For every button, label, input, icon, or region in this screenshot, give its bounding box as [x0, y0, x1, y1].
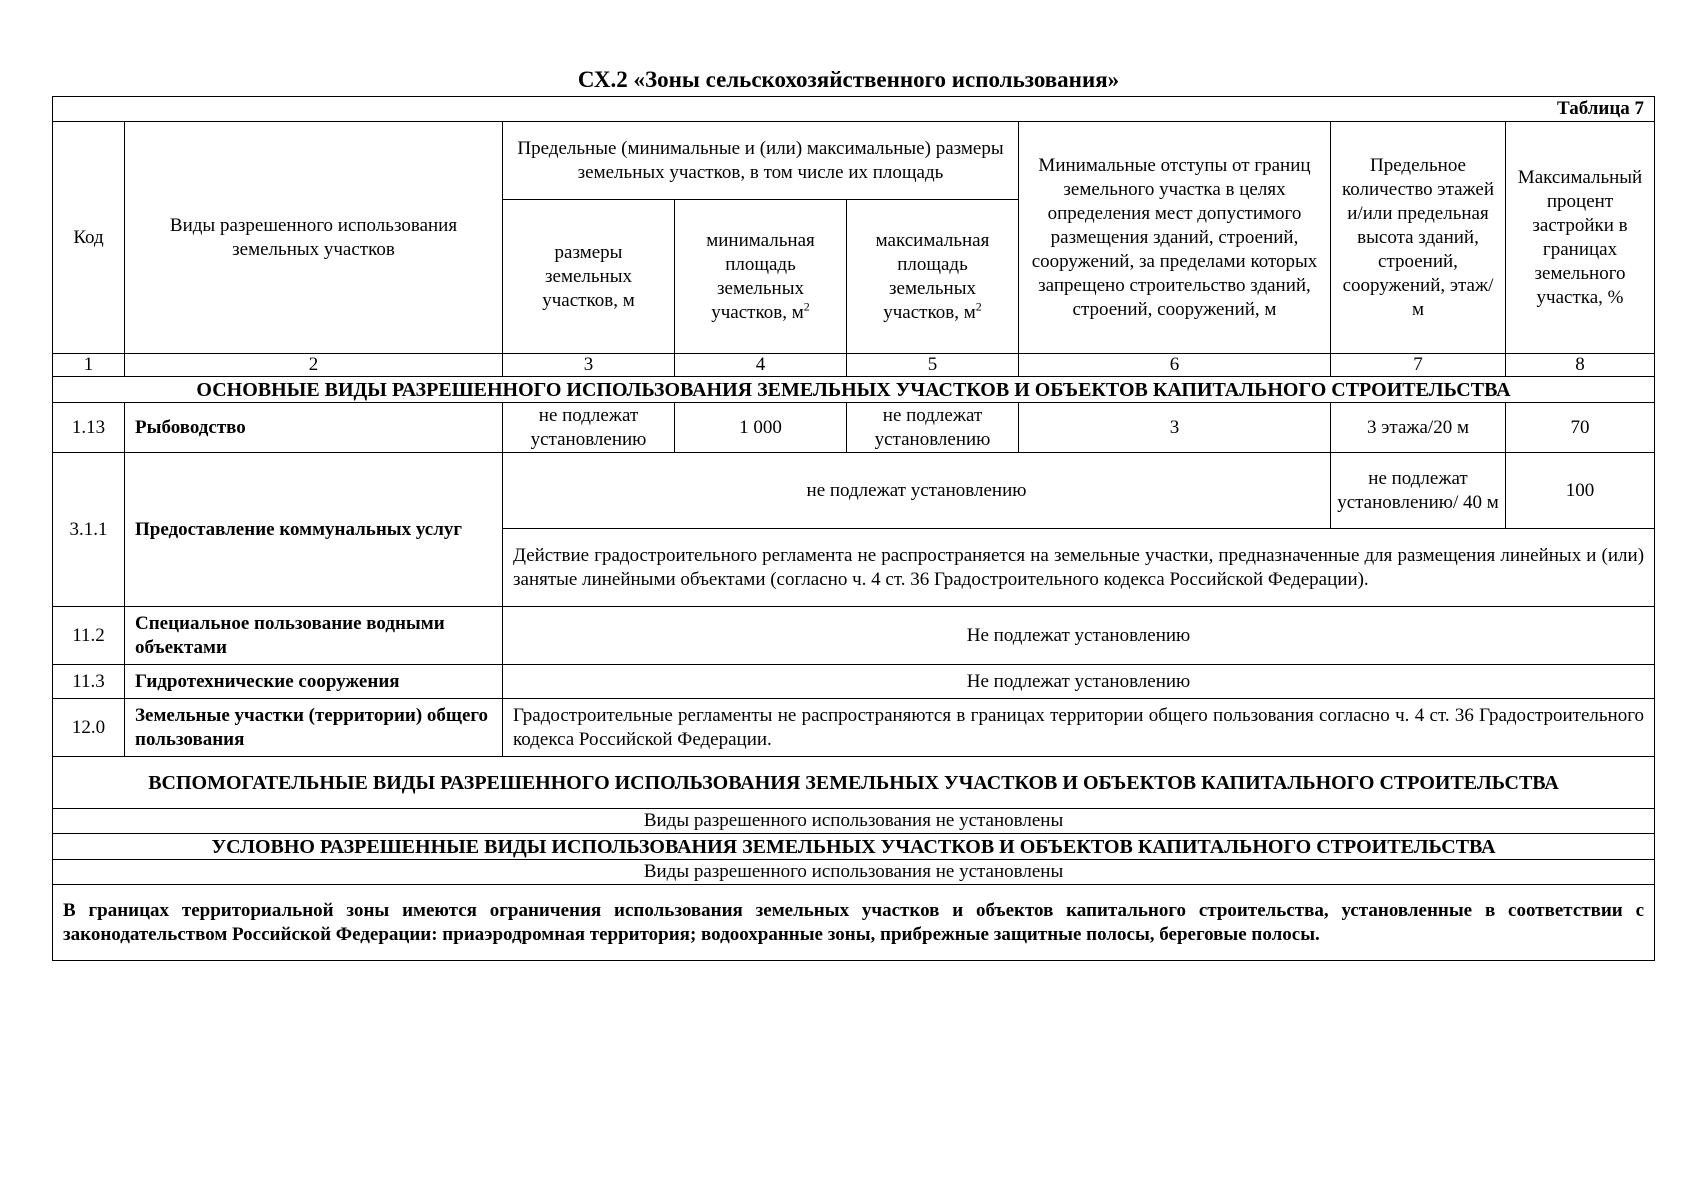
column-number: 7: [1331, 354, 1506, 377]
row-name: Гидротехнические сооружения: [125, 665, 503, 699]
row-code: 12.0: [53, 699, 125, 757]
header-min-area-text: минимальная площадь земельных участков, м: [706, 229, 815, 323]
row-setback: 3: [1019, 403, 1331, 453]
header-max-area-sup: 2: [975, 299, 982, 314]
row-name: Земельные участки (территории) общего пользования: [125, 699, 503, 757]
row-max-area: не подлежат установлению: [847, 403, 1019, 453]
section-auxiliary-note: Виды разрешенного использования не установлены: [53, 809, 1655, 834]
column-number: 3: [503, 354, 675, 377]
row-note: Действие градостроительного регламента не распространяется на земельные участки, предназначенные для размещения линейных и (или) занятые линейными объектами (согласно ч. 4 ст. 36 Градостроительного кодекса Российской Федерации).: [503, 529, 1655, 607]
row-name: Специальное пользование водными объектами: [125, 607, 503, 665]
row-value: Градостроительные регламенты не распространяются в границах территории общего пользования согласно ч. 4 ст. 36 Градостроительного кодекса Российской Федерации.: [503, 699, 1655, 757]
document-title: СХ.2 «Зоны сельскохозяйственного использования»: [577, 67, 1120, 92]
row-code: 11.2: [53, 607, 125, 665]
row-coverage: 70: [1506, 403, 1655, 453]
column-number: 1: [53, 354, 125, 377]
header-min-area: [675, 200, 847, 354]
header-sizes: размеры земельных участков, м: [503, 200, 675, 354]
header-min-area-sup: 2: [803, 299, 810, 314]
column-number: 8: [1506, 354, 1655, 377]
header-coverage: Максимальный процент застройки в границах земельного участка, %: [1506, 122, 1655, 354]
header-max-area-text: максимальная площадь земельных участков, м: [875, 229, 990, 323]
section-conditional-note: Виды разрешенного использования не установлены: [53, 860, 1655, 885]
row-code: 3.1.1: [53, 453, 125, 607]
table-number-label: Таблица 7: [53, 97, 1655, 122]
row-floors: 3 этажа/20 м: [1331, 403, 1506, 453]
restrictions-footnote: В границах территориальной зоны имеются ограничения использования земельных участков и объектов капитального строительства, установленные в соответствии с законодательством Российской Федерации: приаэродромная территория; водоохранные зоны, прибрежные защитные полосы, береговые полосы.: [53, 885, 1655, 961]
row-sizes: не подлежат установлению: [503, 403, 675, 453]
row-value: Не подлежат установлению: [503, 665, 1655, 699]
row-floors: не подлежат установлению/ 40 м: [1331, 453, 1506, 529]
column-number: 2: [125, 354, 503, 377]
column-number: 4: [675, 354, 847, 377]
row-name: Предоставление коммунальных услуг: [125, 453, 503, 607]
row-name: Рыбоводство: [125, 403, 503, 453]
column-number: 5: [847, 354, 1019, 377]
zone-regulations-table: [52, 96, 1655, 961]
row-coverage: 100: [1506, 453, 1655, 529]
section-auxiliary-heading: ВСПОМОГАТЕЛЬНЫЕ ВИДЫ РАЗРЕШЕННОГО ИСПОЛЬЗОВАНИЯ ЗЕМЕЛЬНЫХ УЧАСТКОВ И ОБЪЕКТОВ КАПИТАЛЬНОГО СТРОИТЕЛЬСТВА: [53, 757, 1655, 809]
column-number: 6: [1019, 354, 1331, 377]
section-conditional-heading: УСЛОВНО РАЗРЕШЕННЫЕ ВИДЫ ИСПОЛЬЗОВАНИЯ ЗЕМЕЛЬНЫХ УЧАСТКОВ И ОБЪЕКТОВ КАПИТАЛЬНОГО СТРОИТЕЛЬСТВА: [53, 834, 1655, 860]
header-setbacks: Минимальные отступы от границ земельного участка в целях определения мест допустимого размещения зданий, строений, сооружений, за пределами которых запрещено строительство зданий, строений, сооружений, м: [1019, 122, 1331, 354]
header-limits-group: Предельные (минимальные и (или) максимальные) размеры земельных участков, в том числе их площадь: [503, 122, 1019, 200]
header-kinds: Виды разрешенного использования земельных участков: [125, 122, 503, 354]
section-main-heading: ОСНОВНЫЕ ВИДЫ РАЗРЕШЕННОГО ИСПОЛЬЗОВАНИЯ ЗЕМЕЛЬНЫХ УЧАСТКОВ И ОБЪЕКТОВ КАПИТАЛЬНОГО СТРОИТЕЛЬСТВА: [53, 377, 1655, 403]
header-code: Код: [53, 122, 125, 354]
header-floors: Предельное количество этажей и/или предельная высота зданий, строений, сооружений, этаж/м: [1331, 122, 1506, 354]
row-min-area: 1 000: [675, 403, 847, 453]
row-code: 11.3: [53, 665, 125, 699]
row-code: 1.13: [53, 403, 125, 453]
row-value: Не подлежат установлению: [503, 607, 1655, 665]
header-max-area: [847, 200, 1019, 354]
row-limits: не подлежат установлению: [503, 453, 1331, 529]
